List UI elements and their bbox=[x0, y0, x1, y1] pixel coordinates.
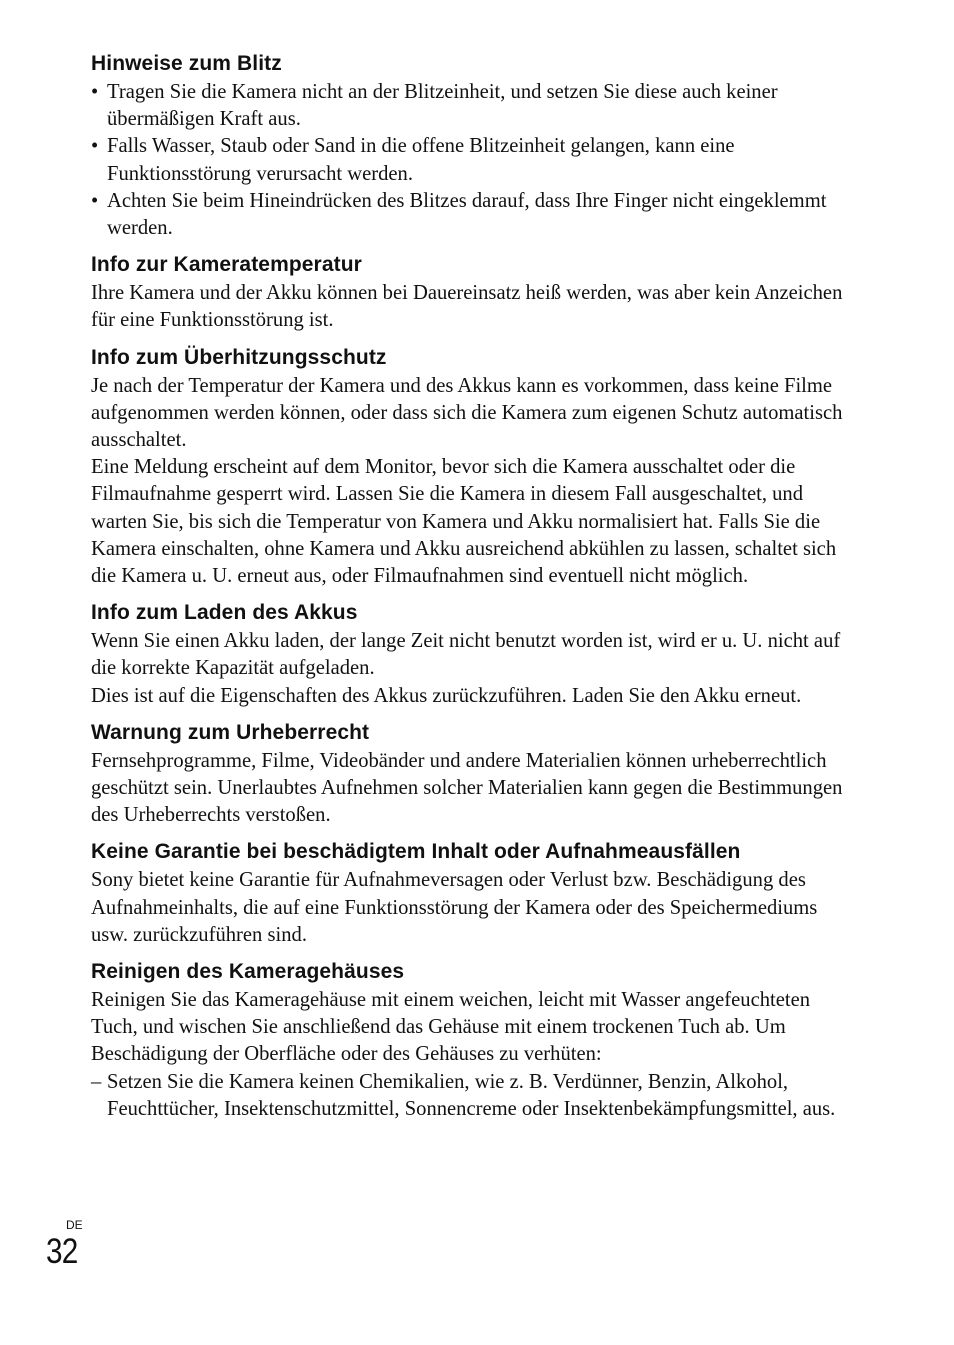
list-item: • Achten Sie beim Hineindrücken des Blitzes darauf, dass Ihre Finger nicht eingeklemmt werden. bbox=[91, 188, 851, 242]
document-body bbox=[91, 50, 851, 1132]
paragraph: Dies ist auf die Eigenschaften des Akkus zurückzuführen. Laden Sie den Akku erneut. bbox=[91, 684, 802, 707]
paragraph: Wenn Sie einen Akku laden, der lange Zeit nicht benutzt worden ist, wird er u. U. nicht auf die korrekte Kapazität aufgeladen. bbox=[91, 630, 841, 680]
paragraph: Sony bietet keine Garantie für Aufnahmeversagen oder Verlust bzw. Beschädigung des Aufnahmeinhalts, die auf eine Funktionsstörung der Kamera oder des Speichermediums usw. zurückzuführen sind. bbox=[91, 869, 818, 946]
list-item: • Tragen Sie die Kamera nicht an der Blitzeinheit, und setzen Sie diese auch keiner übermäßigen Kraft aus. bbox=[91, 79, 851, 133]
section-camera-temperature bbox=[91, 251, 851, 334]
paragraph: Fernsehprogramme, Filme, Videobänder und andere Materialien können urheberrechtlich geschützt sein. Unerlaubtes Aufnehmen solcher Materialien kann gegen die Bestimmungen des Urheberrechts verstoßen. bbox=[91, 749, 843, 827]
section-heading: Reinigen des Kameragehäuses bbox=[91, 960, 405, 984]
section-no-guarantee bbox=[91, 838, 851, 949]
paragraph: Reinigen Sie das Kameragehäuse mit einem weichen, leicht mit Wasser angefeuchteten Tuch, und wischen Sie anschließend das Gehäuse mit einem trockenen Tuch ab. Um Beschädigung der Oberfläche oder des Gehäuses zu verhüten: bbox=[91, 989, 811, 1066]
section-heading: Hinweise zum Blitz bbox=[91, 52, 282, 75]
list-item: • Falls Wasser, Staub oder Sand in die offene Blitzeinheit gelangen, kann eine Funktionsstörung verursacht werden. bbox=[91, 133, 851, 187]
language-code: DE bbox=[66, 1218, 83, 1232]
section-heading: Info zum Überhitzungsschutz bbox=[91, 345, 387, 369]
paragraph: Eine Meldung erscheint auf dem Monitor, bevor sich die Kamera ausschaltet oder die Filmaufnahme gesperrt wird. Lassen Sie die Kamera in diesem Fall ausgeschaltet, und warten Sie, bis sich die Temperatur von Kamera und Akku normalisiert hat. Falls Sie die Kamera einschalten, ohne Kamera und Akku ausreichend abkühlen zu lassen, schaltet sich die Kamera u. U. erneut aus, oder Filmaufnahmen sind eventuell nicht möglich. bbox=[91, 456, 837, 588]
section-overheat-protection bbox=[91, 344, 851, 591]
section-heading: Warnung zum Urheberrecht bbox=[91, 720, 370, 744]
bullet-list bbox=[91, 79, 851, 242]
section-heading: Info zum Laden des Akkus bbox=[91, 601, 358, 625]
section-cleaning bbox=[91, 958, 851, 1123]
section-battery-charging bbox=[91, 599, 851, 710]
section-heading: Keine Garantie bei beschädigtem Inhalt oder Aufnahmeausfällen bbox=[91, 840, 741, 864]
list-item: – Setzen Sie die Kamera keinen Chemikalien, wie z. B. Verdünner, Benzin, Alkohol, Feuchttücher, Insektenschutzmittel, Sonnencreme oder Insektenbekämpfungsmittel, aus. bbox=[91, 1069, 851, 1123]
page-number: 32 bbox=[46, 1232, 78, 1271]
dash-list bbox=[91, 1069, 851, 1123]
paragraph: Je nach der Temperatur der Kamera und des Akkus kann es vorkommen, dass keine Filme aufgenommen werden können, oder dass sich die Kamera zum eigenen Schutz automatisch ausschaltet. bbox=[91, 374, 843, 452]
paragraph: Ihre Kamera und der Akku können bei Dauereinsatz heiß werden, was aber kein Anzeichen für eine Funktionsstörung ist. bbox=[91, 282, 843, 332]
section-flash-notes bbox=[91, 50, 851, 242]
section-heading: Info zur Kameratemperatur bbox=[91, 253, 362, 277]
section-copyright-warning bbox=[91, 719, 851, 830]
